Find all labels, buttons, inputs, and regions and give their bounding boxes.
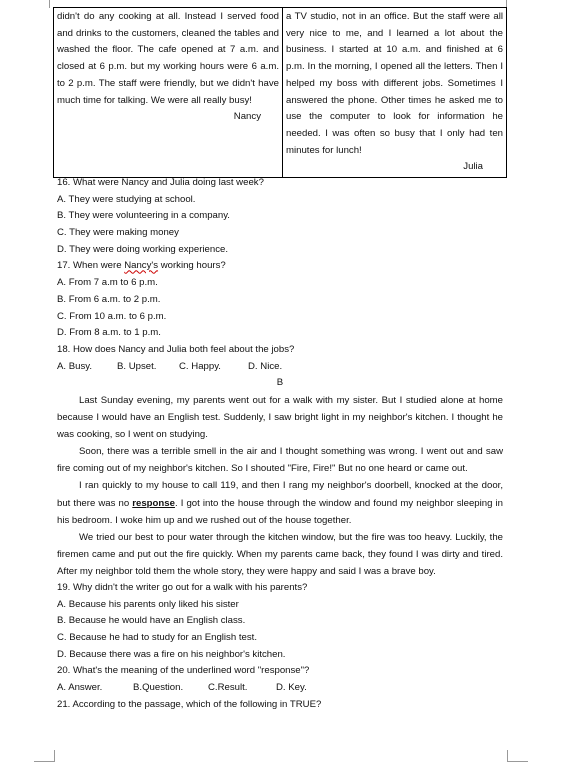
question-20: 20. What's the meaning of the underlined word "response"?: [57, 665, 310, 677]
underlined-word-response: response: [132, 497, 175, 509]
julia-passage-cell: [283, 8, 507, 178]
q16-option-c: C. They were making money: [57, 227, 179, 239]
story-paragraph-3: [57, 477, 503, 528]
q19-option-c: C. Because he had to study for an English test.: [57, 632, 257, 644]
question-21: 21. According to the passage, which of the following in TRUE?: [57, 698, 322, 710]
q20-option-d: D. Key.: [276, 682, 307, 694]
q20-option-c: C.Result.: [208, 682, 248, 694]
story-paragraph-1: Last Sunday evening, my parents went out for a walk with my sister. But I studied alone at home because I would have an English test. Suddenly, I saw bright light in my neighbor's kitchen. I thought he was cooking, so I went on studying.: [57, 394, 503, 441]
q17-option-c: C. From 10 a.m. to 6 p.m.: [57, 310, 167, 322]
q19-option-a: A. Because his parents only liked his sister: [57, 598, 239, 610]
q18-options: [57, 359, 503, 376]
story-paragraph-4: We tried our best to pour water through the kitchen window, but the fire was too heavy. Luckily, the firemen came and put out the fire quickly. When my parents came back, they found I was dirty and tired. After my neighbor told them the whole story, they were happy and said I was a brave boy.: [57, 531, 503, 577]
crop-mark-top-right: [506, 0, 518, 8]
nancy-signature: Nancy: [233, 111, 261, 123]
q18-option-c: C. Happy.: [179, 360, 221, 372]
p3-text-start: I ran quickly to my house to call 119, and then I rang my neighbor's doorbell, knocked at the door, but there was no: [57, 480, 503, 509]
q17-option-a: A. From 7 a.m to 6 p.m.: [57, 277, 158, 289]
document-body: [57, 175, 503, 713]
q19-option-d: D. Because there was a fire on his neighbor's kitchen.: [57, 648, 286, 660]
crop-mark-bottom-right: [507, 750, 528, 762]
crop-mark-bottom-left: [34, 750, 55, 762]
q17-option-b: B. From 6 a.m. to 2 p.m.: [57, 293, 161, 305]
story-paragraph-2: Soon, there was a terrible smell in the air and I thought something was wrong. I went out and saw fire coming out of my neighbor's kitchen. So I shouted "Fire, Fire!" But no one heard or came out.: [57, 446, 503, 475]
q20-option-b: B.Question.: [133, 682, 184, 694]
q18-option-d: D. Nice.: [248, 360, 283, 372]
q16-option-b: B. They were volunteering in a company.: [57, 210, 230, 222]
q17-text-end: working hours?: [158, 260, 226, 272]
nancy-passage-cell: [54, 8, 283, 178]
q16-option-a: A. They were studying at school.: [57, 193, 196, 205]
q20-option-a: A. Answer.: [57, 682, 103, 694]
julia-passage-text: a TV studio, not in an office. But the staff were all very nice to me, and I learned a lot about the business. I started at 10 a.m. and finished at 6 p.m. In the morning, I opened all the letters. Then I helped my boss with different jobs. Sometimes I answered the phone. Other times he asked me to use the computer to look for information he needed. I was often so busy that I only had ten minutes for lunch!: [286, 11, 503, 156]
q19-option-b: B. Because he would have an English class.: [57, 615, 246, 627]
julia-signature: Julia: [463, 161, 483, 173]
question-19: 19. Why didn't the writer go out for a walk with his parents?: [57, 581, 308, 593]
q17-text-start: 17. When were: [57, 260, 125, 272]
crop-mark-top-left: [38, 0, 50, 8]
section-b-heading: B: [276, 377, 284, 389]
nancy-passage-text: didn't do any cooking at all. Instead I served food and drinks to the customers, cleaned the tables and washed the floor. The cafe opened at 7 a.m. and closed at 6 p.m. but my working hours were 6 a.m. to 2 p.m. The staff were friendly, but we didn't have much time for talking. We were all really busy!: [57, 11, 279, 106]
question-18: 18. How does Nancy and Julia both feel about the jobs?: [57, 343, 295, 355]
question-17: [57, 258, 503, 275]
q17-marked-word: Nancy's: [124, 260, 159, 272]
q16-option-d: D. They were doing working experience.: [57, 243, 229, 255]
p3-text-end: . I got into the house through the window and found my neighbor sleeping in his bedroom. I woke him up and we rushed out of the house together.: [57, 497, 503, 526]
passage-table: [53, 7, 507, 178]
q17-option-d: D. From 8 a.m. to 1 p.m.: [57, 327, 161, 339]
q18-option-a: A. Busy.: [57, 360, 93, 372]
q18-option-b: B. Upset.: [117, 360, 157, 372]
q20-options: [57, 680, 503, 697]
question-16: 16. What were Nancy and Julia doing last week?: [57, 177, 264, 188]
